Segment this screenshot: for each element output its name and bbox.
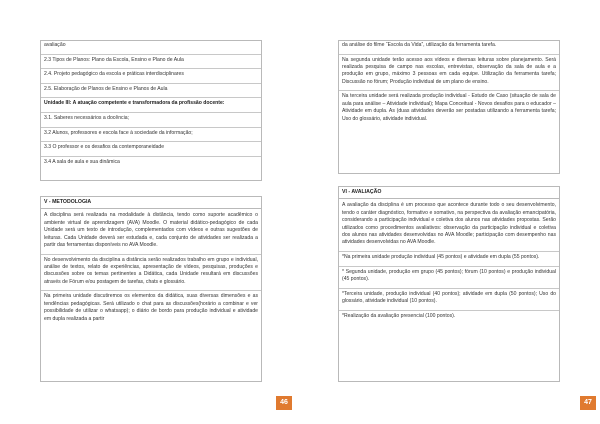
paragraph: No desenvolvimento da disciplina a distância serão realizados trabalho em grupo e individual, análise de textos, relato de experiências, apresentação de vídeos, pesquisas, produções e discussões sobre os temas pertinentes a Didática, cada Unidade resultará em discussões através de Fórum e/ou postagem de tarefas, chats e glossário. [44, 256, 258, 285]
paragraph: *Realização da avaliação presencial (100 pontos). [342, 312, 456, 319]
paragraph: A disciplina será realizada na modalidade à distância, tendo como suporte acadêmico o ambiente virtual de aprendizagem (AVA) Moodle. O material didático-pedagógico de cada Unidade será um texto de introdução, complementados com vídeos e outras sugestões de leituras. Cada Unidade deverá ser estudada e, cada conjunto de atividades ser realizada a partir das ferramentas disponíveis no AVA Moodle. [44, 212, 258, 249]
divider [41, 141, 261, 142]
divider [41, 83, 261, 84]
divider [339, 251, 559, 252]
methodology-box [40, 196, 262, 382]
divider [41, 290, 261, 291]
divider [41, 156, 261, 157]
content-line: 3.4 A sala de aula e sua dinâmica [44, 158, 120, 165]
paragraph: Na segunda unidade terão acesso aos vídeos e diversas leituras sobre planejamento. Será realizada pesquisa de campo nas escolas, entrevistas, observação da sala de aula e a produção em grupo, máximo 3 pessoas em cada equipe. Utilização da ferramenta tarefa; Discussão no fórum; Produção individual de um plano de ensino. [342, 56, 556, 85]
content-line: 3.2 Alunos, professores e escola face à sociedade da informação; [44, 129, 193, 136]
divider [339, 90, 559, 91]
divider [41, 68, 261, 69]
divider [339, 288, 559, 289]
section-title: VI - AVALIAÇÃO [339, 187, 559, 199]
divider [339, 54, 559, 55]
content-line: 3.3 O professor e os desafios da contemporaneidade [44, 144, 165, 151]
divider [339, 266, 559, 267]
contents-box [40, 40, 262, 181]
content-line: 2.4. Projeto pedagógico da escola e práticas interdisciplinares [44, 71, 184, 78]
paragraph: * Segunda unidade, produção em grupo (45 pontos); fórum (10 pontos) e produção individual (45 pontos). [342, 268, 556, 283]
divider [339, 310, 559, 311]
unit-heading: Unidade III: A atuação competente e transformadora da profissão docente: [44, 100, 225, 107]
evaluation-box [338, 186, 560, 382]
page-number: 47 [580, 396, 596, 410]
paragraph: *Terceira unidade, produção individual (40 pontos); atividade em dupla (50 pontos); Uso do glossário, atividade individual (10 pontos). [342, 290, 556, 305]
content-line: 3.1. Saberes necessários a docência; [44, 114, 129, 121]
section-title: V - METODOLOGIA [41, 197, 261, 209]
paragraph: Na primeira unidade discutiremos os elementos da didática, suas diversas dimensões e as tendências pedagógicas. Será utilizado o chat para as discussões(horário a combinar e ver possibilidade de utilizar o whatsapp); o diário de bordo para produção individual e atividade em dupla realizada a partir [44, 293, 258, 322]
divider [41, 127, 261, 128]
continuation-box [338, 40, 560, 174]
paragraph: *Na primeira unidade produção individual (45 pontos) e atividade em dupla (55 pontos). [342, 254, 540, 261]
divider [41, 54, 261, 55]
paragraph: Na terceira unidade será realizada produção individual - Estudo de Caso (situação de sala de aula para análise – Atividade individual); Mapa Conceitual - Novos desafios para o educador – Atividade em dupla. As (duas atividades deverão ser postadas utilizando a ferramenta tarefa; Uso do glossário, atividade individual. [342, 93, 556, 122]
divider [41, 112, 261, 113]
divider [41, 97, 261, 98]
page-number: 46 [276, 396, 292, 410]
content-line: 2.3 Tipos de Planos: Plano da Escola, Ensino e Plano de Aula [44, 56, 184, 63]
right-page [300, 0, 600, 424]
paragraph: A avaliação da disciplina é um processo que acontece durante todo o seu desenvolvimento, tendo o caráter diagnóstico, formativo e somativo, na perspectiva da avaliação emancipatória, considerando a participação individual e coletiva dos alunos nas atividades propostas. Serão utilizados como procedimentos avaliativos: observação da participação individual e coletiva dos alunos nas atividades desenvolvidas no AVA Moodle; participação com desempenho nas atividades desenvolvidas no AVA Moodle. [342, 202, 556, 246]
content-line: 2.5. Elaboração de Planos de Ensino e Planos de Aula [44, 85, 168, 92]
divider [41, 254, 261, 255]
content-line: avaliação [44, 42, 66, 48]
paragraph: da análise do filme “Escola da Vida”, utilização da ferramenta tarefa. [342, 42, 497, 48]
